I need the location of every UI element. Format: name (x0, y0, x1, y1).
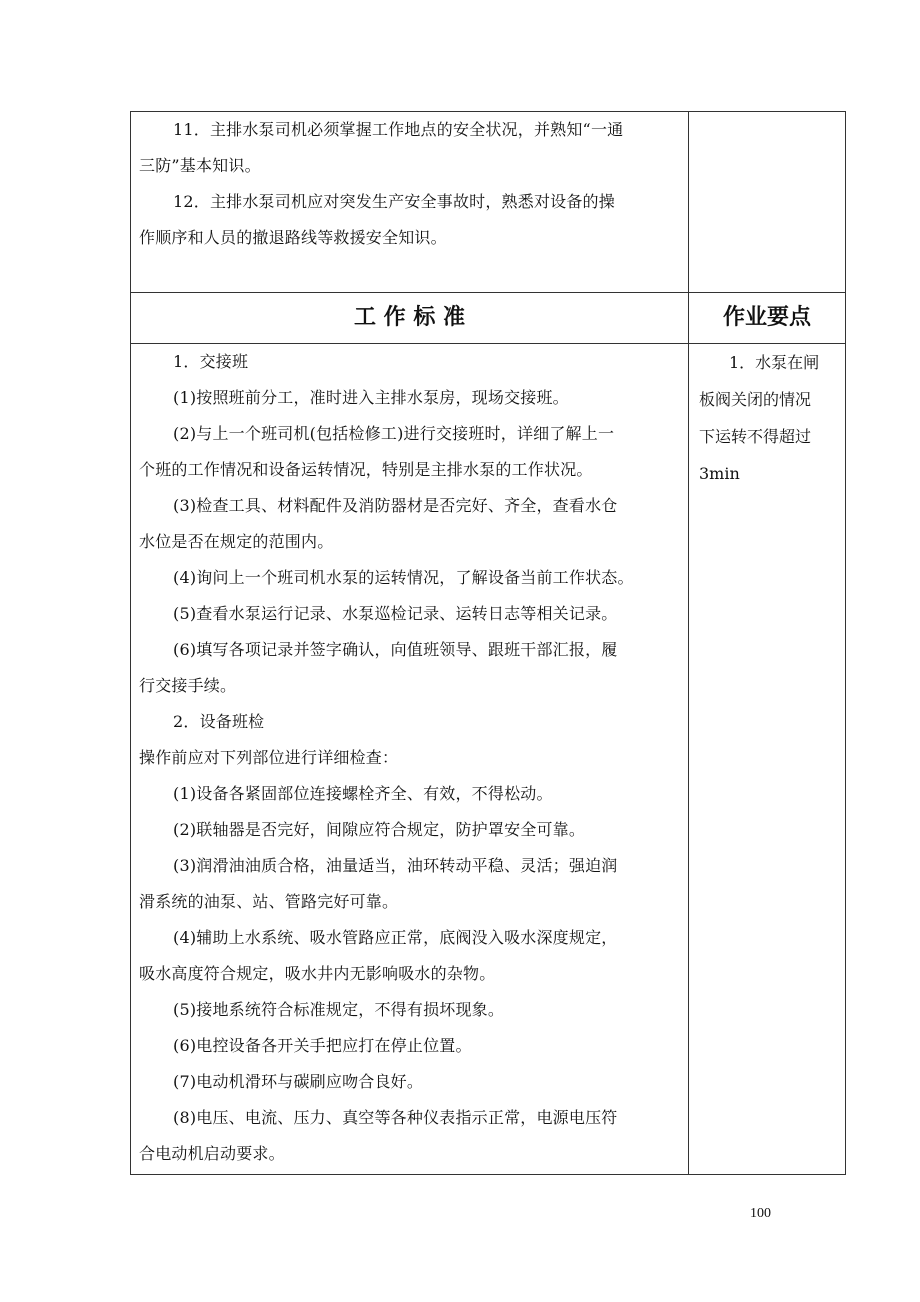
header-cell-work-standard (131, 293, 688, 343)
body-line: 滑系统的油泵、站、管路完好可靠。 (139, 892, 399, 911)
top-section-right-cell (689, 112, 845, 292)
key-point-line: 板阀关闭的情况 (699, 390, 812, 409)
body-line: 个班的工作情况和设备运转情况，特别是主排水泵的工作状况。 (139, 460, 593, 479)
top-paragraph: 11．主排水泵司机必须掌握工作地点的安全状况，并熟知“一通 (173, 120, 624, 139)
top-paragraph: 作顺序和人员的撤退路线等救援安全知识。 (139, 228, 447, 247)
body-line: (3)检查工具、材料配件及消防器材是否完好、齐全，查看水仓 (173, 496, 618, 515)
body-line: (2)联轴器是否完好，间隙应符合规定，防护罩安全可靠。 (173, 820, 586, 839)
top-section-cell (131, 112, 688, 292)
body-line: (1)按照班前分工，准时进入主排水泵房，现场交接班。 (173, 388, 569, 407)
body-line: (3)润滑油油质合格，油量适当，油环转动平稳、灵活；强迫润 (173, 856, 618, 875)
procedure-table (130, 111, 846, 1175)
body-line: (6)电控设备各开关手把应打在停止位置。 (173, 1036, 472, 1055)
header-work-standard: 工 作 标 准 (354, 305, 465, 330)
body-line: 2．设备班检 (173, 712, 265, 731)
page-number: 100 (750, 1206, 771, 1221)
body-line: 吸水高度符合规定，吸水井内无影响吸水的杂物。 (139, 964, 496, 983)
body-line: (1)设备各紧固部位连接螺栓齐全、有效，不得松动。 (173, 784, 553, 803)
body-line: (8)电压、电流、压力、真空等各种仪表指示正常，电源电压符 (173, 1108, 618, 1127)
body-line: 行交接手续。 (139, 676, 237, 695)
header-cell-key-points (689, 293, 845, 343)
body-line: 合电动机启动要求。 (139, 1144, 285, 1163)
body-line: (5)查看水泵运行记录、水泵巡检记录、运转日志等相关记录。 (173, 604, 618, 623)
body-line: 水位是否在规定的范围内。 (139, 532, 334, 551)
key-point-line: 下运转不得超过 (699, 427, 812, 446)
body-line: (4)询问上一个班司机水泵的运转情况，了解设备当前工作状态。 (173, 568, 634, 587)
header-key-points: 作业要点 (722, 305, 811, 330)
body-line: (6)填写各项记录并签字确认，向值班领导、跟班干部汇报，履 (173, 640, 618, 659)
body-line: (7)电动机滑环与碳刷应吻合良好。 (173, 1072, 424, 1091)
key-point-line: 3min (699, 464, 740, 483)
key-points-body (689, 344, 845, 492)
key-point-line: 1．水泵在闸 (729, 353, 820, 372)
body-line: (5)接地系统符合标准规定，不得有损坏现象。 (173, 1000, 505, 1019)
body-line: (2)与上一个班司机(包括检修工)进行交接班时，详细了解上一 (173, 424, 615, 443)
work-standard-body (131, 344, 688, 1172)
top-paragraph: 三防”基本知识。 (139, 156, 261, 175)
body-line: 1．交接班 (173, 352, 249, 371)
body-line: 操作前应对下列部位进行详细检查： (139, 748, 399, 767)
top-paragraph: 12．主排水泵司机应对突发生产安全事故时，熟悉对设备的操 (173, 192, 615, 211)
body-line: (4)辅助上水系统、吸水管路应正常，底阀没入吸水深度规定， (173, 928, 618, 947)
